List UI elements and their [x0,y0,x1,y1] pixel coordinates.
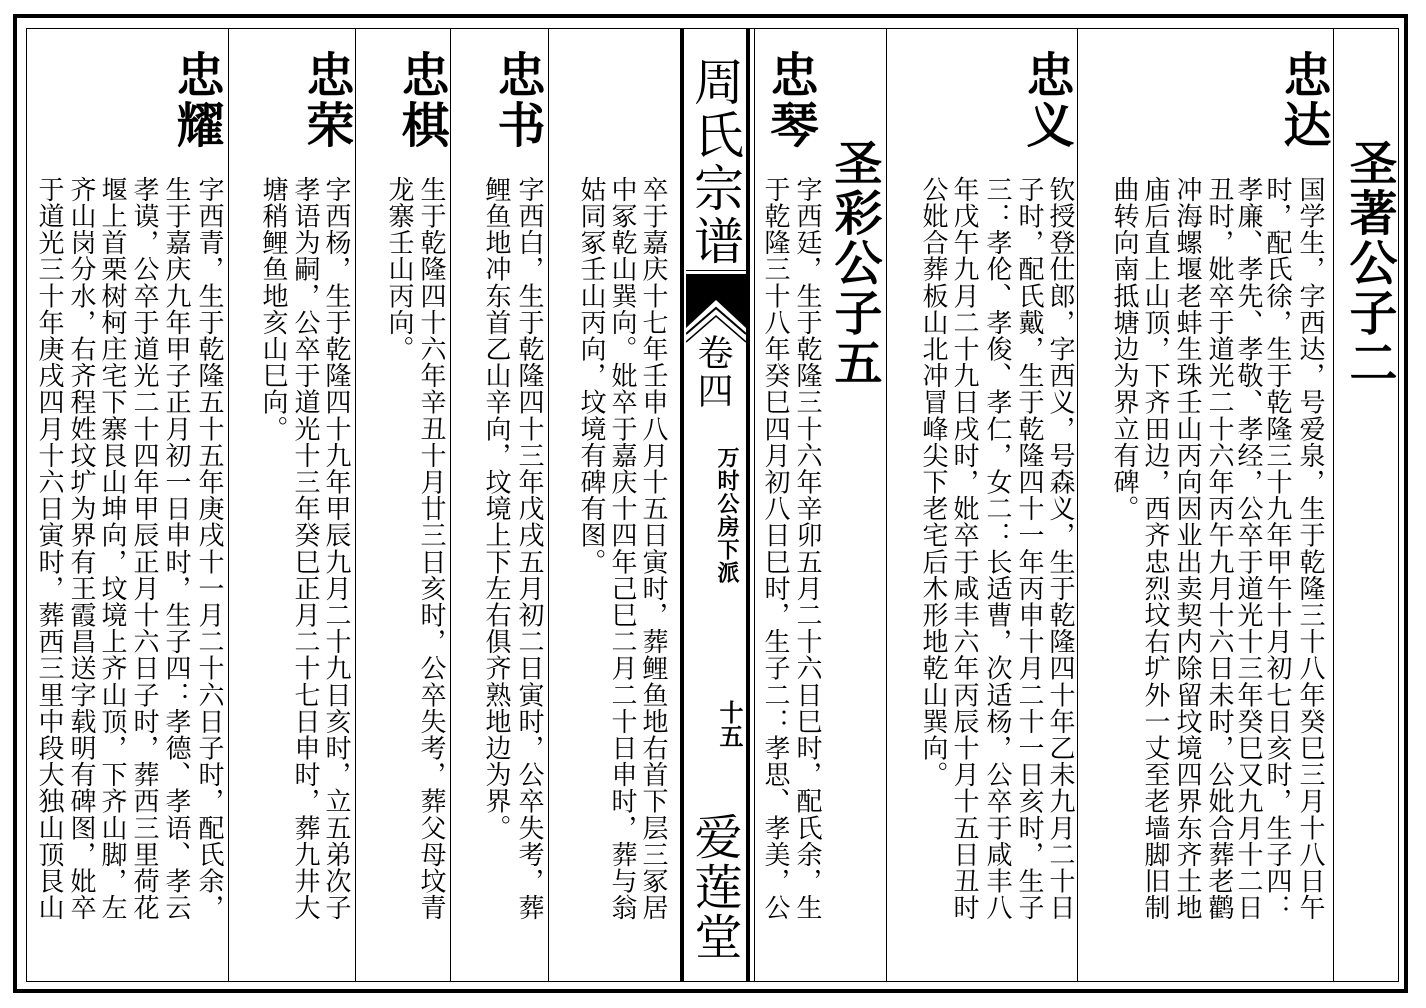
entry-heading-zhongqi: 忠棋 [393,50,449,150]
entry-line: 庙后直上山顶，下齐田边，西齐忠烈坟右圹外一丈至老墙脚旧制 [1140,176,1170,921]
entry-line: 生于嘉庆九年甲子正月初一日申时，生子四：孝德、孝语、孝云 [161,176,191,921]
branch-label: 万时公房下派 [714,446,740,584]
divider-line [450,28,451,982]
hall-name: 爱莲堂 [686,812,742,962]
entry-line: 龙寨壬山丙向。 [384,176,414,363]
entry-line: 字西廷，生于乾隆三十六年辛卯五月二十六日巳时，配氏余，生 [792,176,822,921]
entry-heading-zhongqin: 忠琴 [762,50,818,150]
entry-line: 丑时，妣卒于道光二十六年丙午九月十六日未时，公妣合葬老鹳 [1204,176,1234,921]
divider-line [754,28,755,982]
entry-line: 字西杨，生于乾隆四十九年甲辰九月二十九日亥时，立五弟次子 [321,176,351,921]
entry-heading-zhongda: 忠达 [1275,50,1331,150]
entry-heading-zhongyi: 忠义 [1018,50,1074,150]
section-title-shengzhu: 圣著公子二 [1341,138,1397,388]
entry-line: 字西白，生于乾隆四十三年戊戌五月初二日寅时，公卒失考，葬 [514,176,544,921]
entry-line: 塘稍鲤鱼地亥山巳向。 [258,176,288,442]
entry-line: 公妣合葬板山北冲冒峰尖下老宅后木形地乾山巽向。 [918,176,948,788]
center-divider-right [746,28,750,982]
divider-line [228,28,229,982]
page-number: 十五 [715,700,744,748]
divider-line [1077,28,1078,982]
entry-line: 生于乾隆四十六年辛丑十月廿三日亥时，公卒失考，葬父母坟青 [416,176,446,921]
entry-line: 孝语为嗣，公卒于道光十三年癸巳正月二十七日申时，葬九井大 [290,176,320,921]
entry-line: 字西青，生于乾隆五十五年庚戌十一月二十六日子时，配氏余， [194,176,224,921]
entry-line: 齐山岗分水，右齐程姓坟圹为界有王霞昌送字载明有碑图，妣卒 [66,176,96,921]
genealogy-title: 周氏宗谱 [686,56,744,268]
entry-line: 时，配氏徐，生于乾隆三十九年甲午十月初七日亥时，生子四： [1262,176,1292,921]
entry-line: 鲤鱼地冲东首乙山辛向，坟境上下左右俱齐熟地边为界。 [481,176,511,841]
entry-line: 于乾隆三十八年癸巳四月初八日巳时，生子二：孝思、孝美，公 [760,176,790,921]
entry-line: 于道光三十年庚戌四月十六日寅时，葬西三里中段大独山顶艮山 [34,176,64,921]
divider-line [355,28,356,982]
entry-line: 中冢乾山巽向。妣卒于嘉庆十四年己巳二月二十日申时，葬与翁 [607,176,637,921]
entry-line: 曲转向南抵塘边为界立有碑。 [1109,176,1139,522]
entry-line: 卒于嘉庆十七年壬申八月十五日寅时，葬鲤鱼地右首下层三冢居 [638,176,668,921]
entry-line: 钦授登仕郎，字西义，号森义，生于乾隆四十年乙未九月二十日 [1045,176,1075,921]
divider-line [548,28,549,982]
divider-line [886,28,887,982]
entry-line: 孝谟，公卒于道光二十四年甲辰正月十六日子时，葬西三里荷花 [129,176,159,921]
divider-line [1333,28,1334,982]
entry-heading-zhongyao: 忠耀 [168,50,224,150]
entry-heading-zhongshu: 忠书 [489,50,545,150]
entry-line: 三：孝伦、孝俊、孝仁，女二：长适曹，次适杨，公卒于咸丰八 [982,176,1012,921]
entry-line: 子时，配氏戴，生于乾隆四十一年丙申十月二十一日亥时，生子 [1014,176,1044,921]
entry-line: 年戊午九月二十九日戌时，妣卒于咸丰六年丙辰十月十五日丑时 [949,176,979,921]
volume-label: 卷四 [692,334,733,410]
section-title-shengcai: 圣彩公子五 [826,138,882,388]
entry-line: 姑同冢壬山丙向，坟境有碑有图。 [576,176,606,575]
center-divider-left [680,28,684,982]
entry-line: 国学生，字西达，号爱泉，生于乾隆三十八年癸巳三月十八日午 [1295,176,1325,921]
entry-line: 冲海螺堰老蚌生珠壬山丙向因业出卖契内除留坟境四界东齐土地 [1172,176,1202,921]
entry-line: 孝廉、孝先、孝敬、孝经，公卒于道光十三年癸巳又九月十二日 [1233,176,1263,921]
entry-line: 堰上首栗树柯庄宅下寨艮山坤向，坟境上齐山顶，下齐山脚，左 [97,176,127,921]
entry-heading-zhongrong: 忠荣 [298,50,354,150]
